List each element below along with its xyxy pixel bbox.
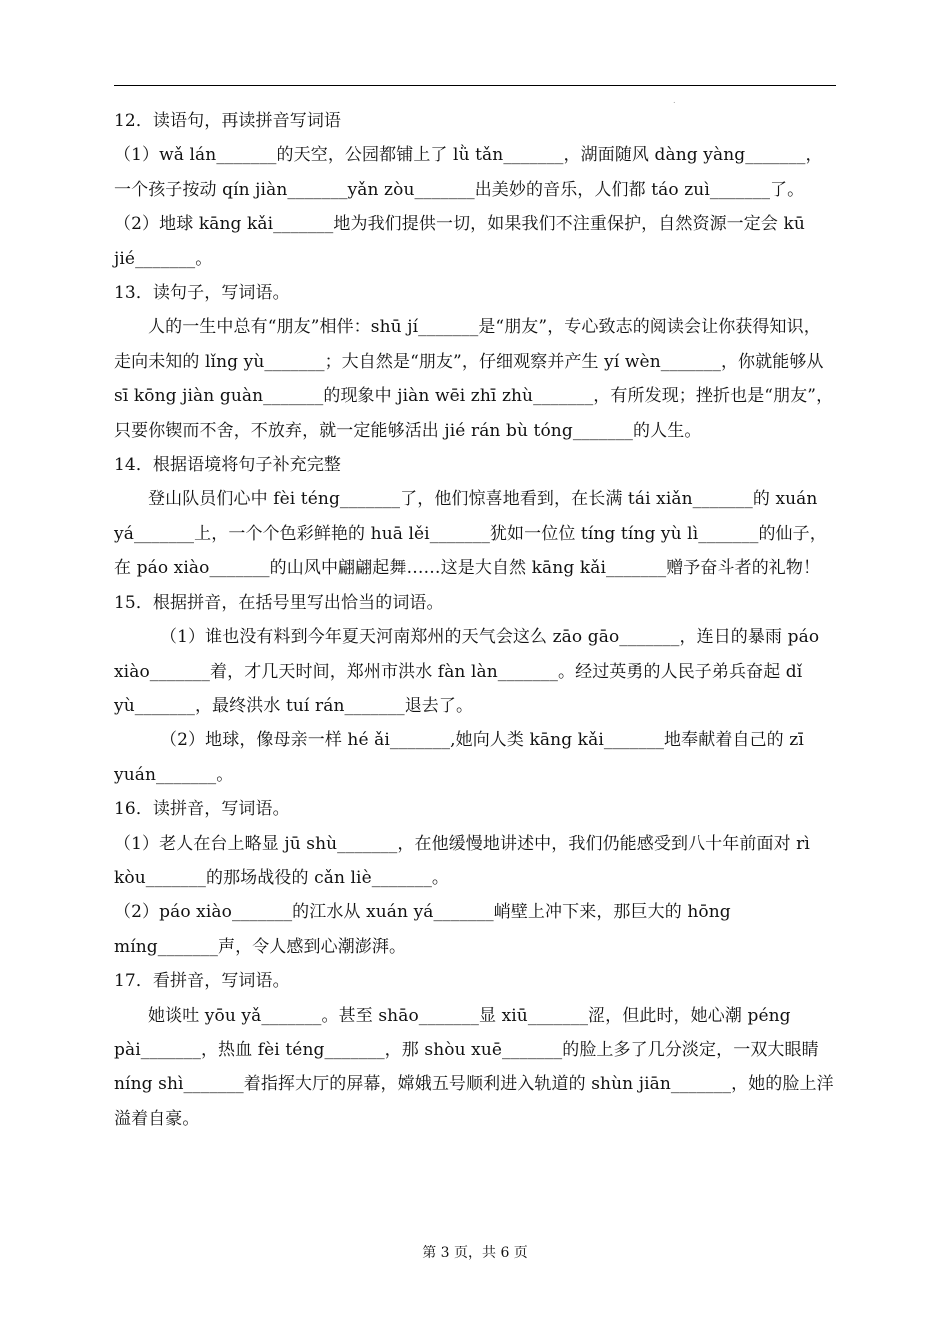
question-16-title: 16．读拼音，写词语。 [114, 799, 290, 820]
question-13-title: 13．读句子，写词语。 [114, 283, 290, 304]
question-16-part-2: （2）páo xiào_______的江水从 xuán yá_______峭壁上冲下来，那巨大的 hōng míng_______声，令人感到心潮澎湃。 [114, 902, 731, 957]
stray-mark: . [673, 96, 676, 105]
question-17-title: 17．看拼音，写词语。 [114, 971, 290, 992]
question-12-part-1: （1）wǎ lán_______的天空，公园都铺上了 lǜ tǎn_______，湖面随风 dàng yàng_______，一个孩子按动 qín jiàn_______yǎn zòu_______出美妙的音乐，人们都 táo zuì_______了。 [114, 145, 823, 200]
question-17-text: 她谈吐 yōu yǎ_______。甚至 shāo_______显 xiū_______涩，但此时，她心潮 péng pài_______，热血 fèi téng_______，那 shòu xuē_______的脸上多了几分淡定，一双大眼睛 níng shì_______着指挥大厅的屏幕，嫦娥五号顺利进入轨道的 shùn jiān_______，她的脸上洋溢着自豪。 [114, 1005, 834, 1129]
header-rule [114, 85, 836, 86]
question-12-title: 12．读语句，再读拼音写词语 [114, 111, 342, 131]
question-15-part-1: （1）谁也没有料到今年夏天河南郑州的天气会这么 zāo gāo_______，连日的暴雨 páo xiào_______着，才几天时间，郑州市洪水 fàn làn_______。经过英勇的人民子弟兵奋起 dǐ yù_______，最终洪水 tuí rán_______退去了。 [114, 627, 820, 716]
question-15-part-2: （2）地球，像母亲一样 hé ǎi_______,她向人类 kāng kǎi_______地奉献着自己的 zī yuán_______。 [114, 730, 804, 785]
question-14-title: 14．根据语境将句子补充完整 [114, 455, 342, 476]
page-content [114, 104, 836, 1136]
question-12-part-2: （2）地球 kāng kǎi_______地为我们提供一切，如果我们不注重保护，自然资源一定会 kū jié_______。 [114, 214, 805, 269]
question-15-title: 15．根据拼音，在括号里写出恰当的词语。 [114, 592, 444, 613]
question-13-text: 人的一生中总有“朋友”相伴：shū jí_______是“朋友”，专心致志的阅读会让你获得知识，走向未知的 lǐng yù_______；大自然是“朋友”，仔细观察并产生 yí wèn_______，你就能够从 sī kōng jiàn guàn_______的现象中 jiàn wēi zhī zhù_______，有所发现；挫折也是“朋友”，只要你锲而不舍，不放弃，就一定能够活出 jié rán bù tóng_______的人生。 [114, 317, 834, 441]
page-number-footer: 第 3 页，共 6 页 [422, 1245, 528, 1261]
question-16-part-1: （1）老人在台上略显 jū shù_______，在他缓慢地讲述中，我们仍能感受到八十年前面对 rì kòu_______的那场战役的 cǎn liè_______。 [114, 833, 810, 888]
question-14-text: 登山队员们心中 fèi téng_______了，他们惊喜地看到，在长满 tái xiǎn_______的 xuán yá_______上，一个个色彩鲜艳的 huā lěi_______犹如一位位 tíng tíng yù lì_______的仙子，在 páo xiào_______的山风中翩翩起舞……这是大自然 kāng kǎi_______赠予奋斗者的礼物！ [114, 489, 827, 579]
